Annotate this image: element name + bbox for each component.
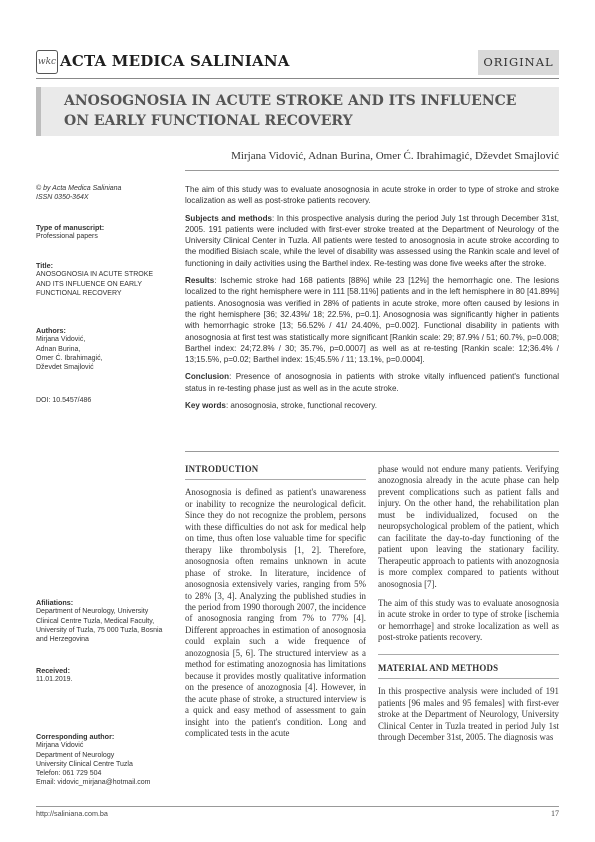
abstract-methods: [185, 213, 559, 269]
abstract-methods-label: Subjects and methods: [185, 213, 273, 223]
body-column-right: [378, 464, 559, 752]
type-value: Professional papers: [36, 233, 98, 241]
introduction-heading-rule: [185, 479, 366, 480]
abstract-conclusion-text: : Presence of anosognosia in patients with stroke vitally influenced patient's functional status in re-testing phase just as well as in the acute stroke.: [185, 372, 559, 393]
header-divider: [36, 78, 559, 79]
received-value: 11.01.2019.: [36, 676, 73, 684]
authors-divider: [185, 170, 559, 171]
abstract-conclusion-label: Conclusion: [185, 372, 230, 382]
aim-paragraph: The aim of this study was to evaluate anosognosia in acute stroke in order to type of stroke [ischemia or hemorrhage] and stroke localization as well as post-stroke patients recovery.: [378, 597, 559, 643]
abstract-conclusion: [185, 371, 559, 394]
abstract-results-label: Results: [185, 276, 215, 286]
article-title: ANOSOGNOSIA IN ACUTE STROKE AND ITS INFLUENCE ON EARLY FUNCTIONAL RECOVERY: [64, 93, 517, 129]
journal-name: ACTA MEDICA SALINIANA: [60, 52, 290, 70]
abstract: [185, 184, 559, 417]
corresponding-label: Corresponding author:: [36, 732, 115, 741]
corresponding-line: Mirjana Vidović: [36, 742, 84, 750]
sidebar-author: Omer Ć. Ibrahimagić,: [36, 354, 103, 362]
issn-text: ISSN 0350-364X: [36, 194, 89, 202]
abstract-aim: The aim of this study was to evaluate anosognosia in acute stroke in order to type of stroke and stroke localization as well as post-stroke patients recovery.: [185, 185, 559, 206]
abstract-results-text: : Ischemic stroke had 168 patients [88%] while 23 [12%] the hemorrhagic one. The lesions localized to the right hemisphere were in 111 [58.11%] patients and in the left hemisphere in 80 [41.89%] patients. Anosognosia was verified in 28% of patients in acute stroke, more often caused by lesions in the right hemisphere [36; 32.43%/ 18; 22.5%, p=0.1]. Anosognosia was significantly higher in patients with hemorrhagic stroke [13; 56.52% / 41/ 24.40%, p=0.002]. Functional disability in patients with anosognosia at first test was statistically more significant [Rankin scale: 29; 87.9% / 51; 60.7%, p=0.008; Barthel index: 24;72.8% / 30; 35.7%, p=0.0007] as well as at re-testing [Rankin scale: 12;36.4% / 13;15.5%, p=0.02; Barthel index: 15;45.5% / 11; 13.1%, p=0.0004].: [185, 276, 559, 365]
corresponding-email: Email: vidovic_mirjana@hotmail.com: [36, 779, 151, 787]
article-category-label: ORIGINAL: [483, 55, 554, 69]
title-accent-stripe: [36, 87, 41, 136]
affiliations-label: Afiliations:: [36, 598, 74, 607]
sidebar-author: Adnan Burina,: [36, 345, 81, 353]
methods-paragraph: In this prospective analysis were included of 191 patients [96 males and 95 females] with first-ever stroke at the Department of Neurology, University Clinical Center in Tuzla treated in period July 1st through December 31st, 2005. The diagnosis was: [378, 686, 559, 743]
methods-heading: MATERIAL AND METHODS: [378, 662, 499, 673]
sidebar-author: Mirjana Vidović,: [36, 336, 86, 344]
abstract-methods-text: : In this prospective analysis during the period July 1st through December 31st, 2005. 191 patients were included with first-ever stroke treated at the Department of Neurology of the University Clinical Center in Tuzla. All patients were tested to anosognosia in acute stroke according to the modified Bisiach scale, while the level of disability was assessed using the Rankin scale and level of functioning in daily activities using the Barthel index. Re-testing was done five weeks after the stroke.: [185, 213, 559, 268]
methods-heading-rule: [378, 678, 559, 679]
title-label: Title:: [36, 261, 54, 270]
abstract-results: [185, 275, 559, 365]
sidebar-received-block: [36, 666, 164, 685]
corresponding-line: University Clinical Centre Tuzla: [36, 760, 133, 768]
corresponding-line: Telefon: 061 729 504: [36, 770, 102, 778]
sidebar-title-block: [36, 261, 164, 298]
sidebar-author: Dževdet Smajlović: [36, 364, 94, 372]
received-label: Received:: [36, 666, 70, 675]
article-authors: Mirjana Vidović, Adnan Burina, Omer Ć. Ibrahimagić, Dževdet Smajlović: [231, 150, 559, 162]
sidebar-authors-block: [36, 326, 164, 372]
journal-logo: [36, 50, 58, 74]
keywords-text: : anosognosia, stroke, functional recovery.: [225, 401, 377, 411]
type-label: Type of manuscript:: [36, 223, 105, 232]
logo-text: wkc: [37, 57, 57, 67]
introduction-paragraph-continued: phase would not endure many patients. Verifying anozognosia already in the acute phase can help prevent complications such as patient falls and injury. On the other hand, the rehabilitation plan must be individualized, focused on the neuropsychological problem of the patient, which can facilitate the day-to-day functioning of the patient upon leaving the stationary facility. Therapeutic approach to patients with anozognosia is more complex compared to patients without anosognosia [7].: [378, 464, 559, 589]
introduction-heading: INTRODUCTION: [185, 464, 259, 474]
abstract-keywords: [185, 400, 559, 411]
sidebar-copyright-block: [36, 184, 164, 203]
footer-url: http://saliniana.com.ba: [36, 809, 108, 818]
sidebar-type-block: [36, 223, 164, 242]
abstract-divider: [185, 451, 559, 452]
title-value: ANOSOGNOSIA IN ACUTE STROKE AND ITS INFLUENCE ON EARLY FUNCTIONAL RECOVERY: [36, 271, 154, 297]
doi-text: DOI: 10.5457/486: [36, 397, 92, 404]
affiliations-value: Department of Neurology, University Clinical Centre Tuzla, Medical Faculty, University of Tuzla, 75 000 Tuzla, Bosnia and Herzegovina: [36, 608, 163, 644]
keywords-label: Key words: [185, 401, 226, 411]
authors-label: Authors:: [36, 326, 66, 335]
copyright-text: © by Acta Medica Saliniana: [36, 185, 122, 192]
corresponding-line: Department of Neurology: [36, 751, 115, 759]
page-number: 17: [551, 809, 559, 818]
introduction-paragraph: Anosognosia is defined as patient's unawareness or inability to recognize the neurological deficit. Since they do not recognize the problem, persons with these difficulties do not ask for medical help on time, thus often lose valuable time for specific therapy like thrombolysis [1, 2]. Therefore, anosognosia often remains unknown in acute phase of stroke. In literature, incidence of anosognosia extensively varies, ranging from 5% to 28% [3, 4]. Analyzing the published studies in the period from 1990 thorough 2007, the incidence of anosognosia ranging from 7% to 77% [4]. Different approaches in estimation of anosognosia could explain such a wide frequence of anozognosia [5, 6]. The structured interview as a method for estimating anozognosia has limitations because it provides mostly qualitative information on the presence of anozognosia [4]. However, in the acute phase of stroke, a structured interview is a quick and easy method of assessment to gain insight into the patient's condition. Long and complicated tests in the acute: [185, 487, 366, 738]
sidebar-affiliations-block: [36, 598, 164, 644]
article-category-badge: [478, 50, 559, 75]
methods-top-rule: [378, 654, 559, 655]
sidebar-corresponding-block: [36, 732, 164, 788]
body-column-left: [185, 464, 366, 747]
footer-divider: [36, 806, 559, 807]
